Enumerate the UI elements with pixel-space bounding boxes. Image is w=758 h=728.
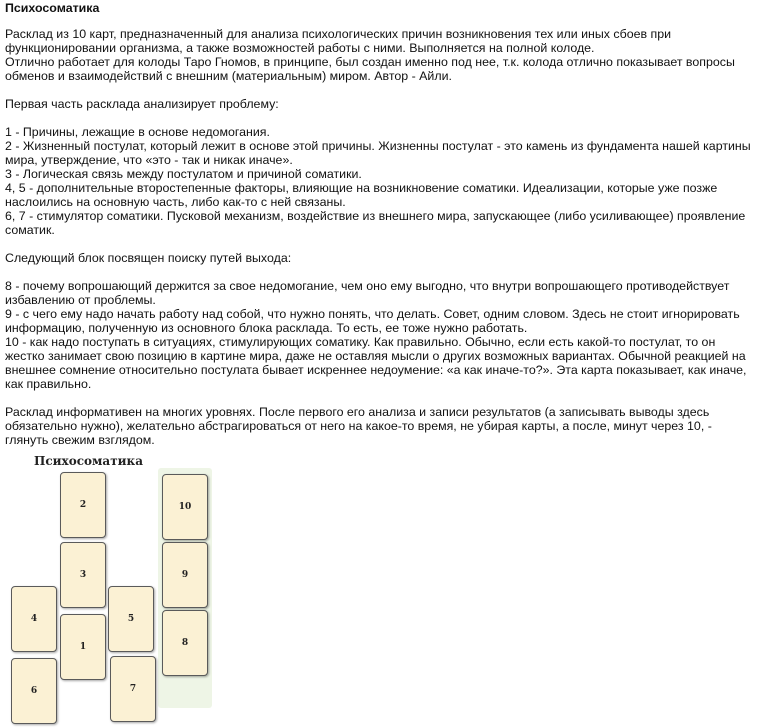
page-title: Психосоматика xyxy=(5,1,100,15)
list-item: 10 - как надо поступать в ситуациях, стимулирующих соматику. Как правильно. Обычно, если есть какой-то постулат, то он жестко занимает свою позицию в картине мира, даже не оставляя мысли о других возможных вариантах. Обычной реакцией на внешнее сомнение относительно постулата бывает искреннее недоумение: «а как иначе-то?». Эта карта показывает, как иначе, как правильно. xyxy=(5,335,747,391)
card-3: 3 xyxy=(60,542,106,608)
list-item: 6, 7 - стимулятор соматики. Пусковой механизм, воздействие из внешнего мира, запускающее (либо усиливающее) проявление соматик. xyxy=(5,209,746,237)
card-2: 2 xyxy=(60,472,106,538)
part2-list xyxy=(5,279,755,391)
list-item: 4, 5 - дополнительные второстепенные факторы, влияющие на возникновение соматики. Идеализации, которые уже позже наслоились на основную часть, либо как-то с ней связаны. xyxy=(5,181,718,209)
card-5: 5 xyxy=(108,586,154,652)
card-7: 7 xyxy=(110,656,156,722)
list-item: 3 - Логическая связь между постулатом и причиной соматики. xyxy=(5,167,362,181)
list-item: 9 - с чего ему надо начать работу над собой, что нужно понять, что делать. Совет, одним словом. Здесь не стоит игнорировать информацию, полученную из основного блока расклада. То есть, ее тоже нужно работать. xyxy=(5,307,740,335)
intro-paragraph xyxy=(5,27,755,83)
article xyxy=(5,1,755,461)
card-4: 4 xyxy=(11,586,57,652)
card-1: 1 xyxy=(60,614,106,680)
card-6: 6 xyxy=(11,658,57,724)
part1-list xyxy=(5,125,755,237)
list-item: 8 - почему вопрошающий держится за свое недомогание, чем оно ему выгодно, что внутри вопрошающего противодействует избавлению от проблемы. xyxy=(5,279,730,307)
list-item: 2 - Жизненный постулат, который лежит в основе этой причины. Жизненны постулат - это камень из фундамента нашей картины мира, утверждение, что «это - так и никак иначе». xyxy=(5,139,751,167)
closing-paragraph: Расклад информативен на многих уровнях. После первого его анализа и записи результатов (а записывать выводы здесь обязательно нужно), желательно абстрагироваться от него на какое-то время, не убирая карты, а после, минут через 10, - глянуть свежим взглядом. xyxy=(5,405,712,447)
card-10: 10 xyxy=(162,474,208,540)
card-8: 8 xyxy=(162,610,208,676)
diagram-title: Психосоматика xyxy=(34,454,143,468)
card-9: 9 xyxy=(162,542,208,608)
spread-diagram xyxy=(8,452,220,728)
part2-heading: Следующий блок посвящен поиску путей выхода: xyxy=(5,251,292,265)
part1-heading: Первая часть расклада анализирует проблему: xyxy=(5,97,279,111)
intro-line: Расклад из 10 карт, предназначенный для анализа психологических причин возникновения тех или иных сбоев при функционировании организма, а также возможностей работы с ними. Выполняется на полной колоде. xyxy=(5,27,672,55)
list-item: 1 - Причины, лежащие в основе недомогания. xyxy=(5,125,270,139)
intro-line: Отлично работает для колоды Таро Гномов, в принципе, был создан именно под нее, т.к. колода отлично показывает вопросы обменов и взаимодействий с внешним (материальным) миром. Автор - Айли. xyxy=(5,55,735,83)
